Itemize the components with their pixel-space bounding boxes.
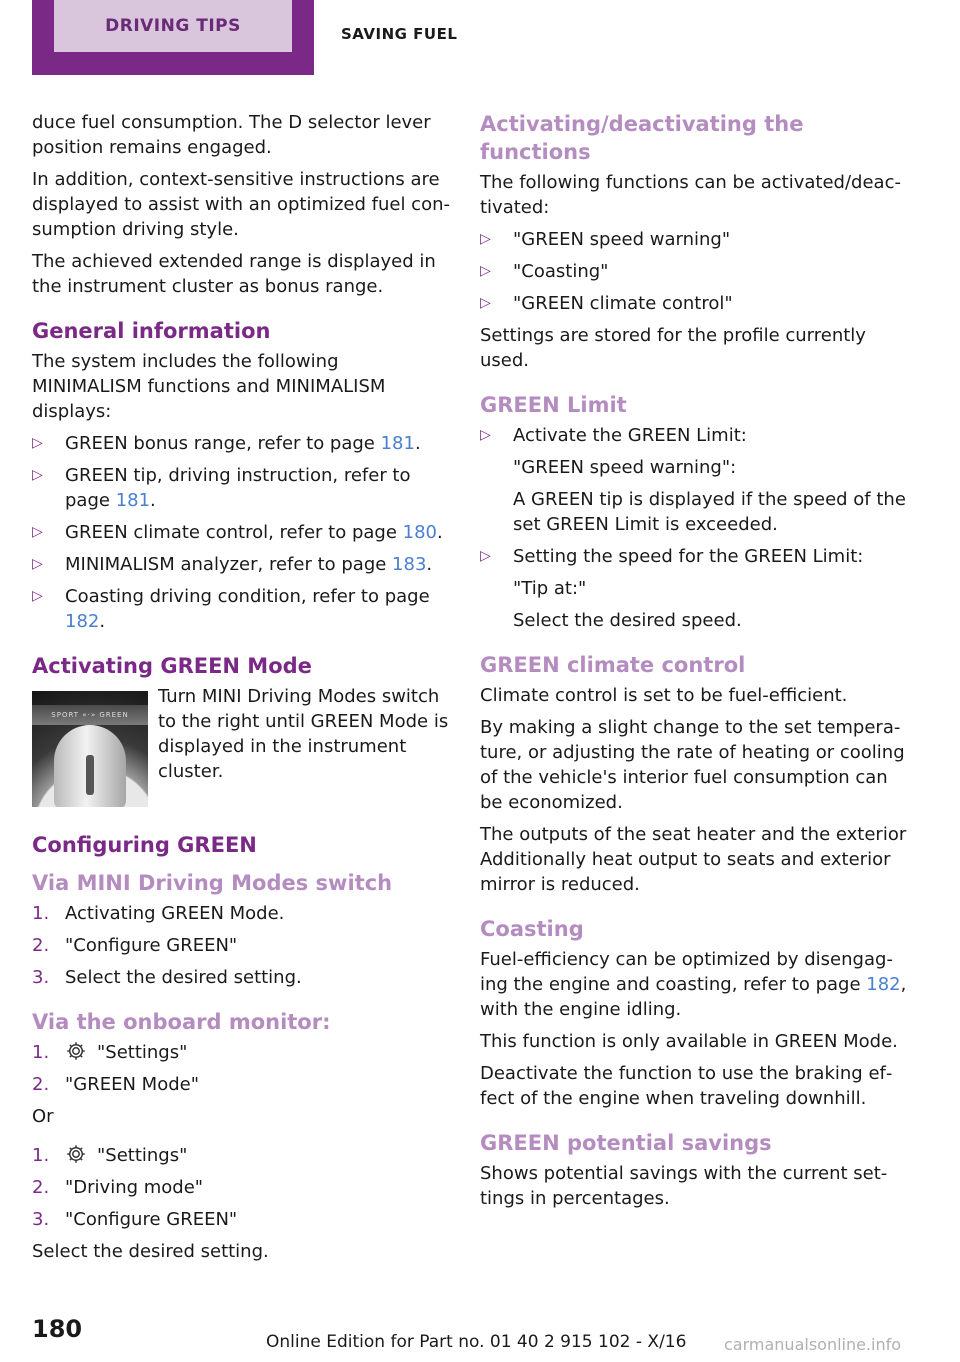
paragraph: The outputs of the seat heater and the exterior Additionally heat output to seats and exterior mirror is reduced. xyxy=(480,824,907,895)
heading-configuring-green: Configuring GREEN xyxy=(32,833,257,857)
heading-green-limit: GREEN Limit xyxy=(480,393,627,417)
heading-via-driving-modes-switch: Via MINI Driving Modes switch xyxy=(32,871,393,895)
triangle-bullet-icon: ▷ xyxy=(32,435,43,451)
switch-ring-label: SPORT «·» GREEN xyxy=(32,705,148,725)
triangle-bullet-icon: ▷ xyxy=(480,427,491,443)
list-item: ▷ Coasting driving condition, refer to page 182. xyxy=(32,586,430,632)
list-item: ▷ GREEN tip, driving instruction, refer to page 181. xyxy=(32,465,411,511)
watermark: carmanualsonline.info xyxy=(724,1335,902,1354)
list-item: 1. Activating GREEN Mode. xyxy=(32,903,285,924)
paragraph: By making a slight change to the set temperature, or adjusting the rate of heating or cooling of the vehicle's interior fuel consumption can be economized. xyxy=(480,717,905,813)
page-link[interactable]: 181 xyxy=(380,433,415,454)
driving-modes-switch-photo xyxy=(32,691,148,807)
list-item: 2. "GREEN Mode" xyxy=(32,1074,199,1095)
heading-coasting: Coasting xyxy=(480,917,584,941)
page-link[interactable]: 182 xyxy=(65,611,100,632)
paragraph: The following functions can be activated/deactivated: xyxy=(480,172,901,218)
triangle-bullet-icon: ▷ xyxy=(480,295,491,311)
switch-steps-list xyxy=(32,901,450,990)
list-item: 3. "Configure GREEN" xyxy=(32,1209,238,1230)
page-link[interactable]: 182 xyxy=(866,974,901,995)
paragraph: Deactivate the function to use the braking effect of the engine when traveling downhill. xyxy=(480,1063,893,1109)
list-item: ▷ "GREEN climate control" xyxy=(480,293,733,314)
paragraph: In addition, context-sensitive instructions are displayed to assist with an optimized fuel consumption driving style. xyxy=(32,169,451,240)
list-item: 2. "Configure GREEN" xyxy=(32,935,238,956)
heading-activating-green-mode: Activating GREEN Mode xyxy=(32,654,312,678)
general-functions-list xyxy=(32,431,450,634)
page-link[interactable]: 181 xyxy=(115,490,151,511)
monitor-steps-list-b xyxy=(32,1143,450,1232)
list-item: ▷ GREEN climate control, refer to page 180. xyxy=(32,522,443,543)
right-column xyxy=(480,110,910,1218)
gear-icon xyxy=(65,1143,87,1165)
heading-general-information: General information xyxy=(32,319,271,343)
list-item: 1. "Settings" xyxy=(32,1042,188,1063)
paragraph: The system includes the following MINIMALISM functions and MINIMALISM displays: xyxy=(32,351,386,422)
triangle-bullet-icon: ▷ xyxy=(480,548,491,564)
paragraph: Settings are stored for the profile currently used. xyxy=(480,325,866,371)
triangle-bullet-icon: ▷ xyxy=(480,263,491,279)
paragraph: duce fuel consumption. The D selector lever position remains engaged. xyxy=(32,112,431,158)
green-limit-list xyxy=(480,423,910,633)
list-item: ▷ "GREEN speed warning" xyxy=(480,229,731,250)
heading-green-potential-savings: GREEN potential savings xyxy=(480,1131,772,1155)
triangle-bullet-icon: ▷ xyxy=(32,588,43,604)
list-item: 2. "Driving mode" xyxy=(32,1177,204,1198)
chapter-tab[interactable] xyxy=(32,0,314,75)
list-item: ▷ MINIMALISM analyzer, refer to page 183. xyxy=(32,554,433,575)
page-link[interactable]: 180 xyxy=(402,522,437,543)
paragraph: Turn MINI Driving Modes switch to the right until GREEN Mode is displayed in the instrument cluster. xyxy=(158,686,449,782)
triangle-bullet-icon: ▷ xyxy=(32,556,43,572)
paragraph: This function is only available in GREEN Mode. xyxy=(480,1031,898,1052)
list-item: 1. "Settings" xyxy=(32,1145,188,1166)
paragraph-or: Or xyxy=(32,1106,54,1127)
list-item: ▷ Activate the GREEN Limit: "GREEN speed warning": A GREEN tip is displayed if the speed of the set GREEN Limit is exceeded. xyxy=(480,425,906,535)
edition-footer: Online Edition for Part no. 01 40 2 915 102 - X/16 xyxy=(266,1332,687,1352)
functions-list xyxy=(480,227,910,316)
activating-block xyxy=(32,684,450,813)
triangle-bullet-icon: ▷ xyxy=(480,231,491,247)
list-item: 3. Select the desired setting. xyxy=(32,967,302,988)
triangle-bullet-icon: ▷ xyxy=(32,524,43,540)
paragraph: Select the desired setting. xyxy=(32,1241,269,1262)
triangle-bullet-icon: ▷ xyxy=(32,467,43,483)
paragraph: The achieved extended range is displayed in the instrument cluster as bonus range. xyxy=(32,251,436,297)
list-item: ▷ "Coasting" xyxy=(480,261,609,282)
paragraph: Climate control is set to be fuel-efficient. xyxy=(480,685,848,706)
page-number: 180 xyxy=(32,1315,83,1343)
paragraph: Fuel-efficiency can be optimized by disengaging the engine and coasting, refer to page 182, with the engine idling. xyxy=(480,949,907,1020)
section-title: SAVING FUEL xyxy=(341,25,458,43)
left-column xyxy=(32,110,450,1271)
paragraph: Shows potential savings with the current settings in percentages. xyxy=(480,1163,888,1209)
page-link[interactable]: 183 xyxy=(392,554,427,575)
heading-via-onboard-monitor: Via the onboard monitor: xyxy=(32,1010,331,1034)
list-item: ▷ Setting the speed for the GREEN Limit: "Tip at:" Select the desired speed. xyxy=(480,546,864,631)
gear-icon xyxy=(65,1040,87,1062)
heading-activating-deactivating: Activating/deactivating the functions xyxy=(480,112,804,164)
list-item: ▷ GREEN bonus range, refer to page 181. xyxy=(32,433,421,454)
heading-green-climate-control: GREEN climate control xyxy=(480,653,746,677)
switch-slot xyxy=(86,755,94,795)
monitor-steps-list-a xyxy=(32,1040,450,1097)
chapter-tab-label: DRIVING TIPS xyxy=(54,0,292,52)
